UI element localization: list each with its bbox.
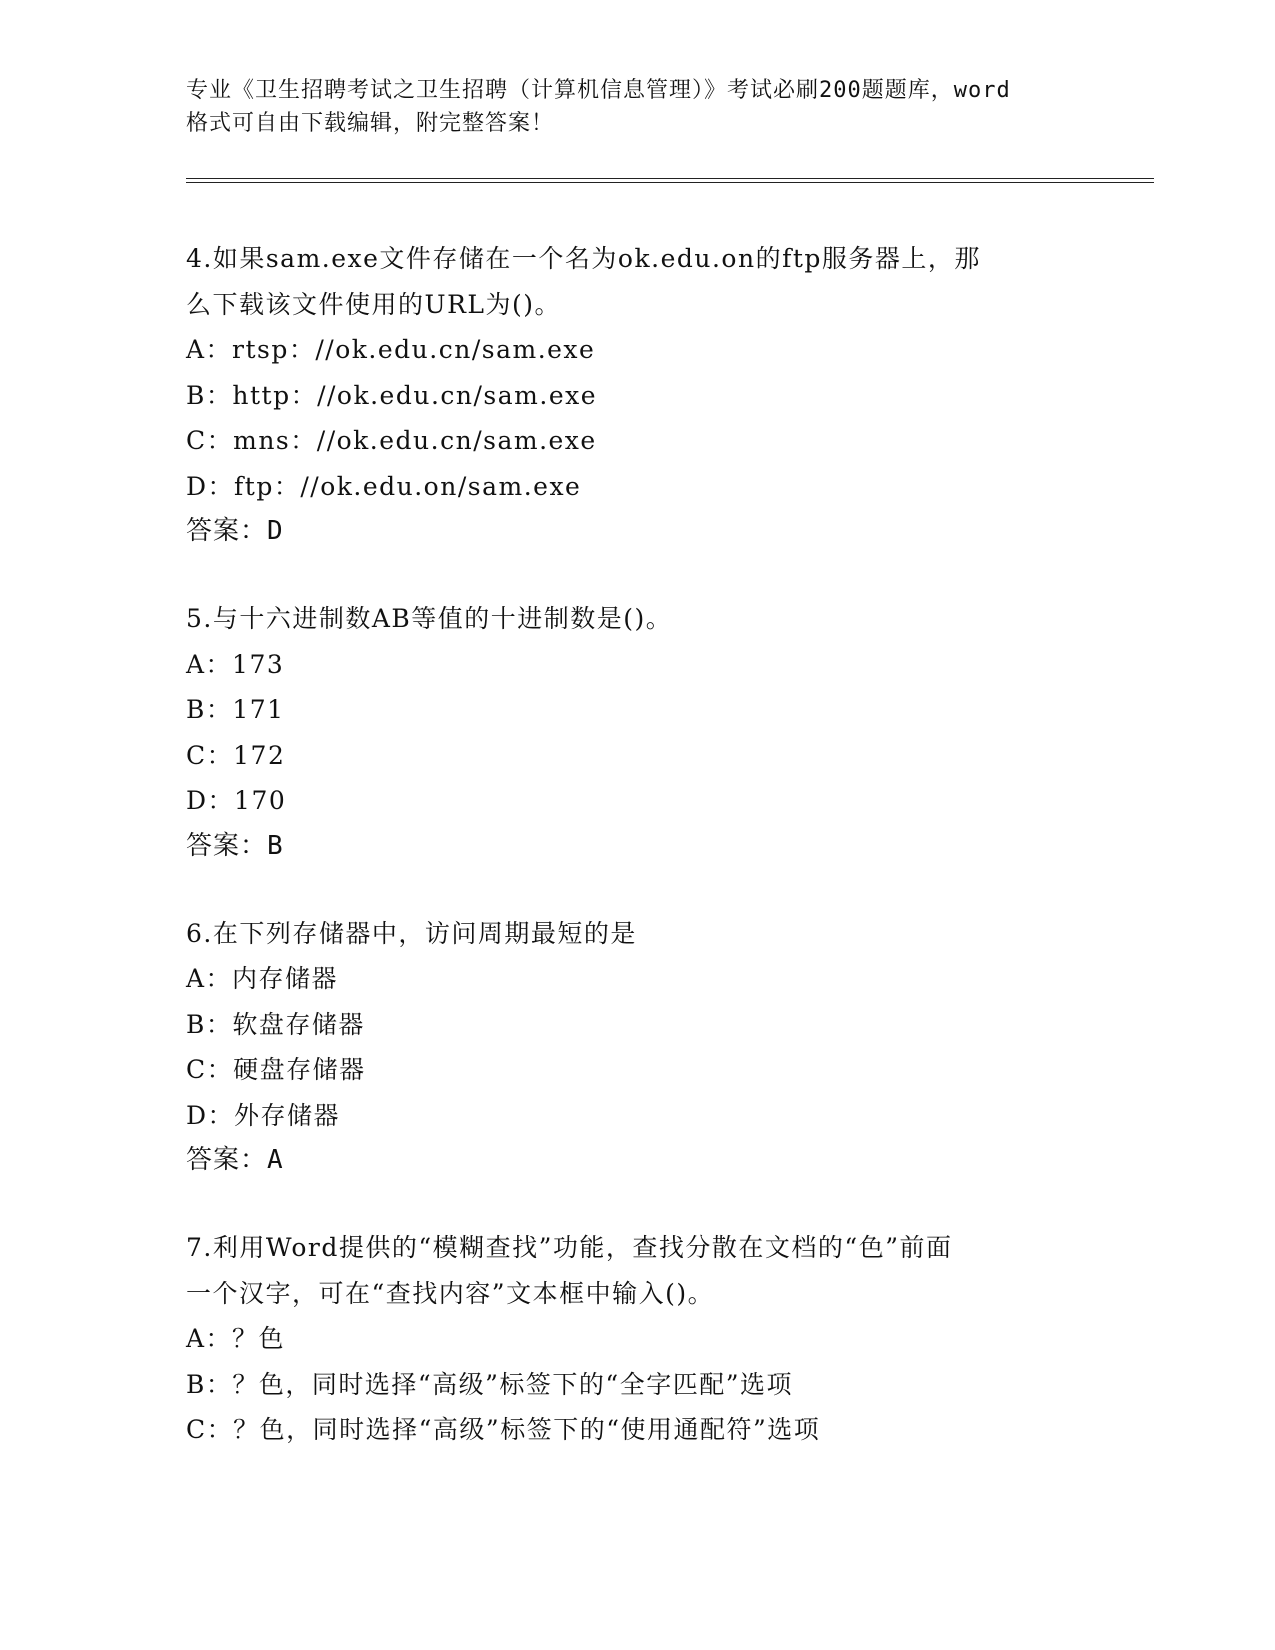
option-c: C：mns：//ok.edu.cn/sam.exe — [186, 426, 597, 455]
question-stem-line: 一个汉字，可在“查找内容”文本框中输入()。 — [186, 1278, 715, 1308]
question-stem-line: 么下载该文件使用的URL为()。 — [186, 289, 562, 319]
question-stem-line: 5.与十六进制数AB等值的十进制数是()。 — [186, 604, 673, 633]
option-c: C：172 — [186, 740, 286, 770]
answer-text: 答案：B — [186, 830, 284, 861]
question-stem-line: 4.如果sam.exe文件存储在一个名为ok.edu.on的ftp服务器上，那 — [186, 244, 981, 273]
question-list — [186, 236, 1126, 1495]
question-stem-line: 7.利用Word提供的“模糊查找”功能，查找分散在文档的“色”前面 — [186, 1233, 953, 1262]
question-6 — [186, 911, 1126, 1184]
question-7 — [186, 1225, 1126, 1453]
option-b: B：？色，同时选择“高级”标签下的“全字匹配”选项 — [186, 1369, 793, 1399]
option-a: A：？色 — [186, 1324, 286, 1353]
header-divider-top — [186, 178, 1154, 179]
option-a: A：173 — [186, 649, 285, 679]
option-d: D：外存储器 — [186, 1100, 341, 1130]
question-5 — [186, 596, 1126, 869]
option-b: B：171 — [186, 695, 285, 724]
answer-text: 答案：D — [186, 516, 284, 546]
document-header — [186, 74, 1116, 140]
option-d: D：170 — [186, 786, 287, 815]
question-stem — [186, 1225, 1126, 1316]
option-a: A：内存储器 — [186, 964, 339, 993]
header-line-2: 格式可自由下载编辑，附完整答案！ — [186, 111, 555, 136]
header-line-1: 专业《卫生招聘考试之卫生招聘（计算机信息管理）》考试必刷200题题库，word — [186, 78, 1011, 103]
question-stem — [186, 236, 1126, 327]
option-d: D：ftp：//ok.edu.on/sam.exe — [186, 471, 582, 501]
option-c: C：？色，同时选择“高级”标签下的“使用通配符”选项 — [186, 1415, 821, 1444]
option-a: A：rtsp：//ok.edu.cn/sam.exe — [186, 335, 596, 364]
option-b: B：软盘存储器 — [186, 1009, 365, 1039]
question-4 — [186, 236, 1126, 554]
header-divider-bottom — [186, 182, 1154, 183]
answer-text: 答案：A — [186, 1145, 284, 1175]
option-c: C：硬盘存储器 — [186, 1055, 366, 1084]
option-b: B：http：//ok.edu.cn/sam.exe — [186, 380, 598, 410]
question-stem — [186, 911, 1126, 957]
question-stem-line: 6.在下列存储器中，访问周期最短的是 — [186, 918, 637, 948]
question-stem — [186, 596, 1126, 642]
